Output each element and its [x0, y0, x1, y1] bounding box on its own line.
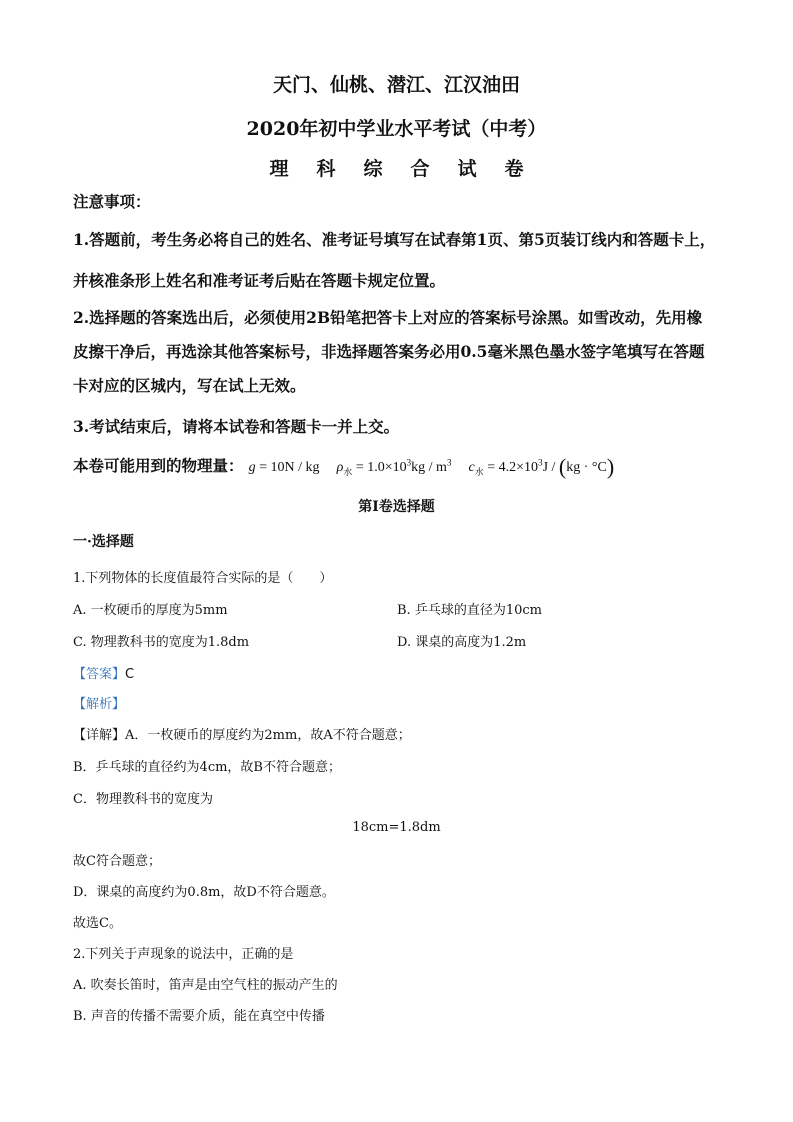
constants-label: 本卷可能用到的物理量： [73, 456, 244, 475]
analysis-label: 【解析】 [73, 697, 126, 712]
water-specific-heat-constant: $c_水 = 4.2\times 10^3J / (kg \cdot ^\circ C)$ [468, 454, 615, 479]
physical-constants-line [73, 454, 614, 480]
q1-detail-c: C．物理教科书的宽度为 [73, 792, 213, 807]
gravity-constant: g = 10N / kg [248, 460, 320, 475]
notice-item-2-line-1: 2.选择题的答案选出后，必须使用2B铅笔把答卡上对应的答案标号涂黑。如雪改动，先用橡 [73, 308, 703, 327]
detail-label: 【详解】 [73, 728, 126, 743]
q1-detail-a: 【详解】A．一枚硬币的厚度约为2mm，故A不符合题意； [73, 728, 411, 743]
q1-detail-d: D．课桌的高度约为0.8m，故D不符合题意。 [73, 885, 335, 900]
water-density-constant: $\rho_水 = 1.0\times 10^3kg / m^3$ [336, 457, 452, 477]
q1-detail-b: B．乒乓球的直径约为4cm，故B不符合题意； [73, 760, 341, 775]
q2-stem: 2.下列关于声现象的说法中，正确的是 [73, 947, 294, 962]
q1-conclusion: 故选C。 [73, 916, 122, 931]
notice-item-1-line-2: 并核准条形上姓名和准考证考后贴在答题卡规定位置。 [73, 271, 446, 290]
q1-option-d: D. 课桌的高度为1.2m [397, 635, 527, 650]
exam-year-title: 2020年初中学业水平考试（中考） [246, 118, 547, 140]
part-heading: 一·选择题 [73, 534, 134, 550]
notice-title: 注意事项： [73, 192, 151, 211]
answer-value: C [125, 667, 135, 682]
q1-detail-c-equation: 18cm=1.8dm [352, 820, 441, 835]
q2-option-a: A. 吹奏长笛时，笛声是由空气柱的振动产生的 [73, 978, 338, 993]
q1-option-a: A. 一枚硬币的厚度为5mm [73, 603, 228, 618]
notice-item-2-line-2: 皮擦干净后，再选涂其他答案标号，非选择题答案务必用0.5毫米黑色墨水签字笔填写在答题 [73, 342, 705, 361]
volume-heading: 第I卷选择题 [358, 499, 435, 515]
q2-option-b: B. 声音的传播不需要介质，能在真空中传播 [73, 1009, 325, 1024]
notice-item-2-line-3: 卡对应的区城内，写在试上无效。 [73, 376, 306, 395]
notice-item-1-line-1: 1.答题前，考生务必将自己的姓名、准考证号填写在试春第1页、第5页装订线内和答题卡上， [73, 230, 716, 249]
answer-label: 【答案】 [73, 667, 126, 682]
exam-subject-title: 理科综合试卷 [269, 158, 552, 180]
q1-option-c: C. 物理教科书的宽度为1.8dm [73, 635, 250, 650]
exam-region-title: 天门、仙桃、潜江、江汉油田 [272, 74, 520, 96]
notice-item-3: 3.考试结束后，请将本试卷和答题卡一并上交。 [73, 417, 400, 436]
q1-answer-line [73, 663, 134, 682]
q1-stem: 1.下列物体的长度值最符合实际的是（ ） [73, 571, 333, 586]
q1-detail-c-conclusion: 故C符合题意； [73, 854, 161, 869]
q1-option-b: B. 乒乓球的直径为10cm [397, 603, 542, 618]
